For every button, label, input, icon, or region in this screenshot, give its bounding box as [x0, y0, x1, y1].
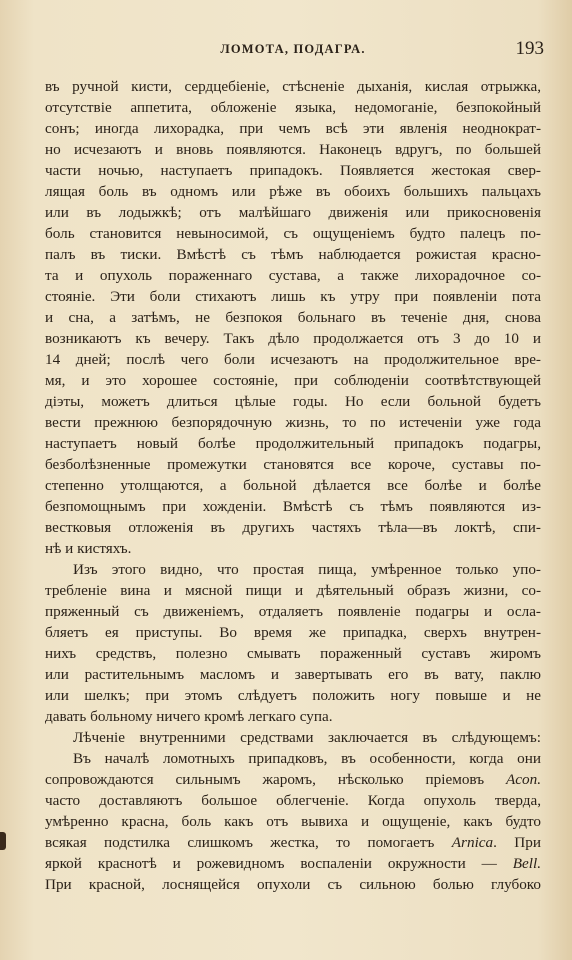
text-line: или шелкъ; при этомъ слѣдуетъ положить ногу повыше и не — [45, 687, 541, 704]
text-line: наступаетъ новый болѣе продолжительный припадокъ подагры, — [45, 435, 541, 452]
text-line: вести прежнюю безпорядочную жизнь, то по истеченіи уже года — [45, 414, 541, 431]
text-line: сонъ; иногда лихорадка, при чемъ всѣ эти явленія неоднократ- — [45, 120, 541, 137]
binding-mark — [0, 832, 6, 850]
text-line: въ ручной кисти, сердцебіеніе, стѣсненіе дыханія, кислая отрыжка, — [45, 78, 541, 95]
text-line: мя, и это хорошее состояніе, при соблюденіи соотвѣтствующей — [45, 372, 541, 389]
remedy-name: Acon. — [505, 771, 541, 788]
text-line: Лѣченіе внутренними средствами заключается въ слѣдующемъ: — [73, 729, 541, 746]
text-line: умѣренно красна, боль какъ отъ вывиха и ощущеніе, какъ будто — [45, 813, 541, 830]
page-header — [42, 38, 544, 60]
text-line: При красной, лоснящейся опухоли съ сильною болью глубоко — [45, 876, 541, 893]
text-line: та и опухоль пораженнаго сустава, а также лихорадочное со- — [45, 267, 541, 284]
text-line: бляетъ ея приступы. Во время же припадка, сверхъ внутрен- — [45, 624, 541, 641]
text-line: требленіе вина и мясной пищи и дѣятельный образъ жизни, со- — [45, 582, 541, 599]
text-line: возникаютъ къ вечеру. Такъ дѣло продолжается отъ 3 до 10 и — [45, 330, 541, 347]
text-line: часто доставляютъ большое облегченіе. Когда опухоль тверда, — [45, 792, 541, 809]
text-line: и сна, а затѣмъ, не безпокоя больнаго въ теченіе дня, снова — [45, 309, 541, 326]
text-line: стояніе. Эти боли стихаютъ лишь къ утру при появленіи пота — [45, 288, 541, 305]
text-line: вестковыя отложенія въ другихъ частяхъ тѣла—въ локтѣ, спи- — [45, 519, 541, 536]
running-head: ЛОМОТА, ПОДАГРА. — [220, 42, 366, 56]
text-line: или растительнымъ масломъ и завертывать его въ вату, паклю — [45, 666, 541, 683]
text-line: боль становится невыносимой, съ ощущеніемъ будто палецъ по- — [45, 225, 541, 242]
remedy-name: Bell. — [512, 855, 541, 872]
remedy-name: Arnica — [451, 834, 494, 851]
page-number: 193 — [515, 38, 544, 59]
text-line: всякая подстилка слишкомъ жестка, то помогаетъ Arnica. При — [45, 834, 541, 851]
text-line: лящая боль въ одномъ или рѣже въ обоихъ большихъ пальцахъ — [45, 183, 541, 200]
text-line: пряженный съ движеніемъ, отдаляетъ появленіе подагры и осла- — [45, 603, 541, 620]
text-line: 14 дней; послѣ чего боли исчезаютъ на продолжительное вре- — [45, 351, 541, 368]
text-line: безпомощнымъ при хожденіи. Вмѣстѣ съ тѣмъ появляются из- — [45, 498, 541, 515]
text-line: давать больному ничего кромѣ легкаго супа. — [45, 708, 333, 725]
text-line: Изъ этого видно, что простая пища, умѣренное только упо- — [73, 561, 541, 578]
text-line: или въ лодыжкѣ; отъ малѣйшаго движенія или прикосновенія — [45, 204, 541, 221]
text-line: палъ въ тиски. Вмѣстѣ съ тѣмъ наблюдается рожистая красно- — [45, 246, 541, 263]
text-line: нѣ и кистяхъ. — [45, 540, 132, 557]
text-line: сопровождаются сильнымъ жаромъ, нѣсколько пріемовъ Acon. — [45, 771, 541, 788]
text-line: Въ началѣ ломотныхъ припадковъ, въ особенности, когда они — [73, 750, 541, 767]
text-line: отсутствіе аппетита, обложеніе языка, недомоганіе, безпокойный — [45, 99, 541, 116]
text-line: яркой краснотѣ и рожевидномъ воспаленіи окружности — Bell. — [45, 855, 541, 872]
text-line: степенно утолщаются, а больной дѣлается все болѣе и болѣе — [45, 477, 541, 494]
text-line: но исчезаютъ и вновь появляются. Наконецъ вдругъ, по большей — [45, 141, 541, 158]
text-line: нихъ средствъ, полезно смывать пораженный суставъ жиромъ — [45, 645, 541, 662]
text-line: безболѣзненные промежутки становятся все короче, суставы по- — [45, 456, 541, 473]
text-line: діэты, можетъ длиться цѣлые годы. Но если больной будетъ — [45, 393, 541, 410]
text-line: части ночью, наступаетъ припадокъ. Появляется жестокая свер- — [45, 162, 541, 179]
body-text — [45, 76, 541, 895]
